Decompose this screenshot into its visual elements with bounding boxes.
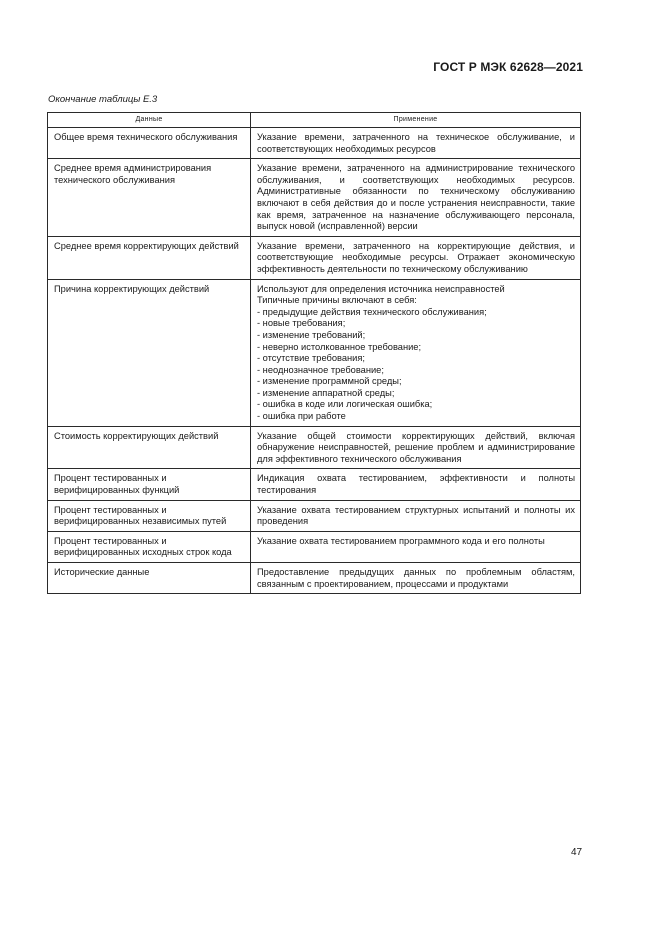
use-text-line: - неверно истолкованное требование; (257, 341, 422, 352)
use-text-line: - отсутствие требования; (257, 353, 365, 364)
use-text-line: Указание охвата тестированием структурных испытаний и полноты их проведения (257, 504, 575, 527)
table-header-row (48, 113, 581, 128)
use-text-line: Предоставление предыдущих данных по проблемным областям, связанным с проектированием, процессами и продуктами (257, 567, 575, 589)
table-row (48, 500, 581, 531)
column-header-data: Данные (48, 113, 251, 128)
use-text-line: Указание времени, затраченного на техническое обслуживание, и соответствующих необходимых ресурсов (257, 132, 575, 154)
table-row (48, 159, 581, 237)
data-cell: Процент тестированных и верифицированных функций (48, 469, 251, 500)
use-cell (251, 279, 581, 426)
use-text-line: - неоднозначное требование; (257, 364, 384, 375)
use-cell (251, 426, 581, 469)
data-cell: Среднее время администрирования технического обслуживания (48, 159, 251, 237)
table-row (48, 128, 581, 159)
use-text-line: - ошибка в коде или логическая ошибка; (257, 399, 433, 410)
use-text-line: - предыдущие действия технического обслуживания; (257, 306, 487, 317)
data-cell: Процент тестированных и верифицированных исходных строк кода (48, 531, 251, 562)
use-text-line: Указание общей стоимости корректирующих действий, включая обнаружение неисправностей, решение проблем и администрирование для эффективного технического обслуживания (257, 430, 575, 464)
data-table (47, 112, 581, 594)
use-text-line: Типичные причины включают в себя: (257, 295, 417, 306)
use-text-line: - ошибка при работе (257, 411, 346, 422)
use-cell (251, 128, 581, 159)
data-cell: Общее время технического обслуживания (48, 128, 251, 159)
use-text-line: - изменение требований; (257, 329, 366, 340)
table-row (48, 469, 581, 500)
use-text-line: Указание охвата тестированием программного кода и его полноты (257, 535, 545, 546)
use-cell (251, 531, 581, 562)
data-cell: Стоимость корректирующих действий (48, 426, 251, 469)
table-row (48, 279, 581, 426)
use-cell (251, 159, 581, 237)
use-text-line: - новые требования; (257, 318, 346, 329)
page-number: 47 (571, 847, 583, 858)
use-cell (251, 236, 581, 279)
use-text-line: Используют для определения источника неисправностей (257, 283, 505, 294)
use-text-line: - изменение аппаратной среды; (257, 387, 395, 398)
column-header-use: Применение (251, 113, 581, 128)
use-cell (251, 500, 581, 531)
use-text-line: Указание времени, затраченного на администрирование технического обслуживания, и соответствующих необходимых ресурсов. Административные обязанности по техническому обслуживанию включают в себя действия до и после устранения неисправности, такие как время, затраченное на назначение обслуживающего персонала, выпуск новой (исправленной) версии (257, 163, 575, 232)
table-body (48, 128, 581, 594)
document-standard-header: ГОСТ Р МЭК 62628—2021 (433, 60, 583, 74)
use-text-line: Указание времени, затраченного на корректирующие действия, и соответствующие необходимые ресурсы. Отражает экономическую эффективность деятельности по техническому обслуживанию (257, 240, 575, 274)
use-text-line: - изменение программной среды; (257, 376, 402, 387)
use-cell (251, 563, 581, 594)
data-cell: Исторические данные (48, 563, 251, 594)
use-text-line: Индикация охвата тестированием, эффективности и полноты тестирования (257, 473, 575, 496)
data-cell: Процент тестированных и верифицированных независимых путей (48, 500, 251, 531)
data-cell: Причина корректирующих действий (48, 279, 251, 426)
table-row (48, 236, 581, 279)
table-row (48, 426, 581, 469)
table-row (48, 531, 581, 562)
table-row (48, 563, 581, 594)
table-caption: Окончание таблицы Е.3 (48, 94, 158, 105)
data-cell: Среднее время корректирующих действий (48, 236, 251, 279)
use-cell (251, 469, 581, 500)
